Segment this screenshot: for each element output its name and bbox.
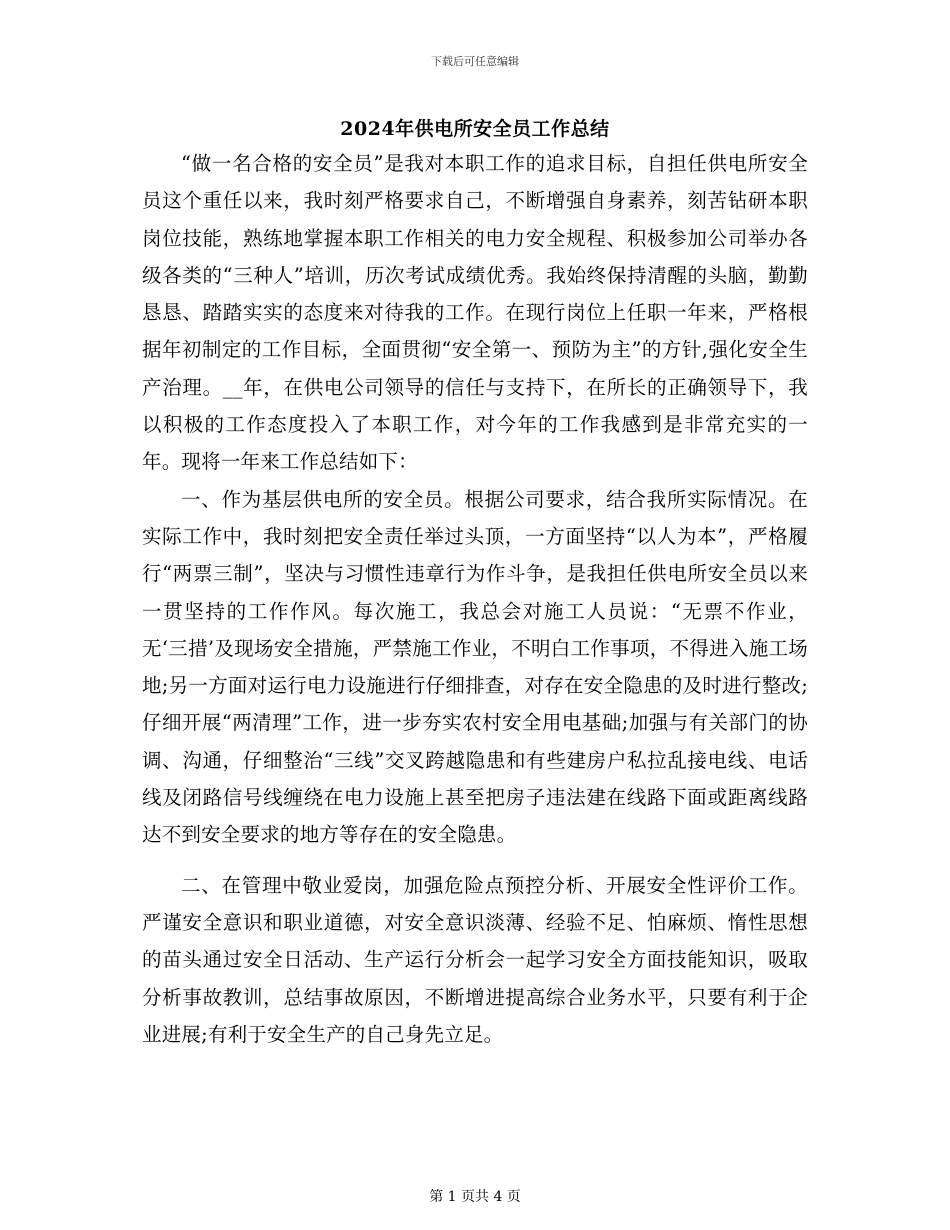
paragraph-section-two: 二、在管理中敬业爱岗，加强危险点预控分析、开展安全性评价工作。严谨安全意识和职业道德，对安全意识淡薄、经验不足、怕麻烦、惰性思想的苗头通过安全日活动、生产运行分析会一起学习安全方面技能知识，吸取分析事故教训，总结事故原因，不断增进提高综合业务水平，只要有利于企业进展;有利于安全生产的自己身先立足。 (142, 873, 808, 1046)
document-title: 2024年供电所安全员工作总结 (340, 118, 610, 140)
page-number-footer: 第 1 页共 4 页 (429, 1189, 521, 1205)
paragraph-section-one: 一、作为基层供电所的安全员。根据公司要求，结合我所实际情况。在实际工作中，我时刻把安全责任举过头顶，一方面坚持“以人为本”，严格履行“两票三制”，坚决与习惯性违章行为作斗争，是我担任供电所安全员以来一贯坚持的工作作风。每次施工，我总会对施工人员说：“无票不作业，无‘三措’及现场安全措施，严禁施工作业，不明白工作事项，不得进入施工场地;另一方面对运行电力设施进行仔细排查，对存在安全隐患的及时进行整改;仔细开展“两清理”工作，进一步夯实农村安全用电基础;加强与有关部门的协调、沟通，仔细整治“三线”交叉跨越隐患和有些建房户私拉乱接电线、电话线及闭路信号线缠绕在电力设施上甚至把房子违法建在线路下面或距离线路达不到安全要求的地方等存在的安全隐患。 (142, 487, 808, 847)
page-header-note: 下载后可任意编辑 (431, 55, 519, 68)
document-body (142, 145, 808, 1053)
paragraph-intro: “做一名合格的安全员”是我对本职工作的追求目标，自担任供电所安全员这个重任以来，我时刻严格要求自己，不断增强自身素养，刻苦钻研本职岗位技能，熟练地掌握本职工作相关的电力安全规程、积极参加公司举办各级各类的“三种人”培训，历次考试成绩优秀。我始终保持清醒的头脑，勤勤恳恳、踏踏实实的态度来对待我的工作。在现行岗位上任职一年来，严格根据年初制定的工作目标，全面贯彻“安全第一、预防为主”的方针,强化安全生产治理。__年，在供电公司领导的信任与支持下，在所长的正确领导下，我以积极的工作态度投入了本职工作，对今年的工作我感到是非常充实的一年。现将一年来工作总结如下： (142, 152, 808, 474)
